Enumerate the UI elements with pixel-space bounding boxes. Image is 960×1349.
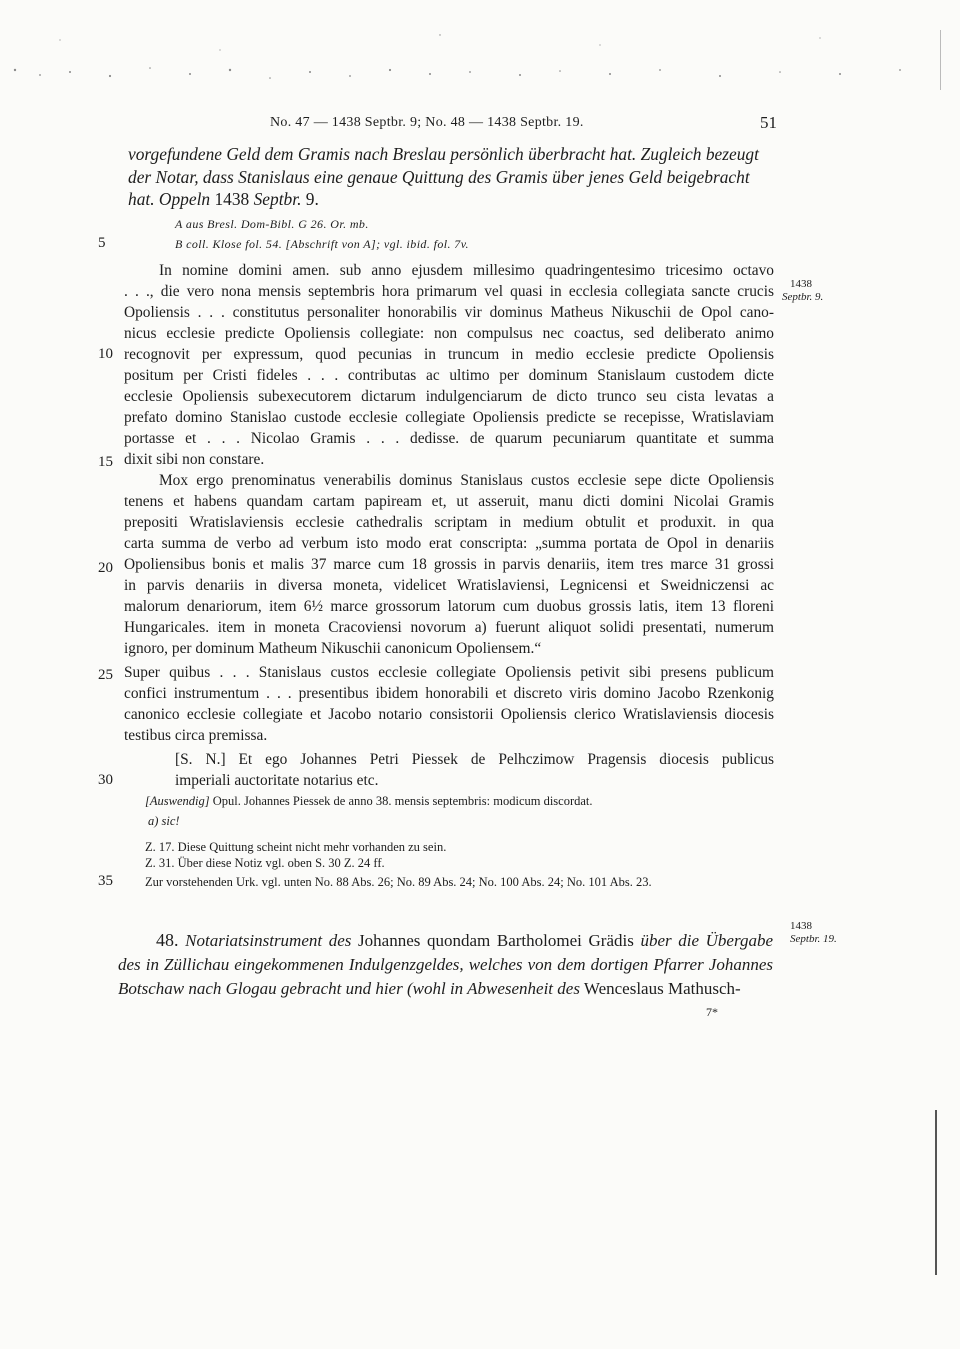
margin-date: 1438 Septbr. 9. <box>782 278 824 303</box>
line-number: 20 <box>98 560 113 576</box>
text-line: Opoliensis . . . constitutus personaliter honorabilis vir dominus Matheus Nikuschii de Opol cano- <box>124 304 774 321</box>
line-number: 15 <box>98 454 113 470</box>
note-auswendig: [Auswendig] Opul. Johannes Piessek de anno 38. mensis septembris: modicum discordat. <box>145 794 593 808</box>
margin-date: 1438 Septbr. 19. <box>790 920 837 945</box>
text-line: ignoro, per dominum Matheum Nikuschii canonicum Opoliensem.“ <box>124 640 542 657</box>
text-line: Hungaricales. item in moneta Cracoviensi novorum a) fuerunt aliquot solidi presentati, numerum <box>124 619 774 636</box>
text-line: dixit sibi non constare. <box>124 451 265 468</box>
regest-line: der Notar, dass Stanislaus eine genaue Quittung des Gramis über jenes Geld beigebracht <box>128 166 750 187</box>
regest-line: vorgefundene Geld dem Gramis nach Breslau persönlich überbracht hat. Zugleich bezeugt <box>128 144 759 164</box>
line-number: 5 <box>98 235 106 251</box>
text-line: in parvis denariis in diversa moneta, videlicet Wratislaviensi, Legnicensi et Sweidniczensi ac <box>124 577 774 594</box>
regest-line: hat. Oppeln 1438 Septbr. 9. <box>128 189 319 209</box>
regest <box>128 143 786 211</box>
text-line: positum per Cristi fideles . . . contributas ac ultimo per dominum Stanislaum custodem dicte <box>124 367 774 384</box>
scan-noise <box>0 0 960 110</box>
scan-edge-mark <box>940 30 941 90</box>
text-line: . . ., die vero nona mensis septembris hora primarum vel quasi in ecclesia collegiata sancte crucis <box>124 283 774 300</box>
text-line: prepositi Wratislaviensis ecclesie cathedralis scriptam in medium obtulit et produxit. in qua <box>124 514 774 531</box>
running-head: No. 47 — 1438 Septbr. 9; No. 48 — 1438 Septbr. 19. <box>270 115 584 130</box>
text-line: malorum denariorum, item 6½ marce grossorum latorum cum duobus grossis latis, item 13 floreni <box>124 598 774 615</box>
text-line: nicus ecclesie predicte Opoliensis collegiate: non compulsus nec coactus, sed deliberato animo <box>124 325 774 342</box>
text-line: Mox ergo prenominatus venerabilis dominus Stanislaus custos ecclesie sepe dicte Opoliensis <box>159 472 774 489</box>
text-line: confici instrumentum . . . presentibus ibidem honorabili et discreto viris domino Jacobo Rzenkonig <box>124 685 774 702</box>
line-number: 25 <box>98 667 113 683</box>
text-line: recognovit per expressum, quod pecunias in truncum in medio ecclesie predicte Opoliensis <box>124 346 774 363</box>
document-48-heading: 48. Notariatsinstrument des Johannes quondam Bartholomei Grädis über die Übergabe des in Züllichau eingekommenen Indulgenzgeldes, welches von dem dortigen Pfarrer Johannes Botschaw nach Glogau gebracht und hier (wohl in Abwesenheit des Wenceslaus Mathusch- <box>118 930 774 998</box>
text-line: testibus circa premissa. <box>124 727 268 744</box>
source-a: A aus Bresl. Dom-Bibl. G 26. Or. mb. <box>175 217 369 231</box>
signature-mark: 7* <box>706 1005 718 1019</box>
text-line: ecclesie Opoliensis subexecutorem dictarum indulgenciarum de dicto trunco seu cista levatas a <box>124 388 774 405</box>
text-line: canonico ecclesie collegiate et Jacobo notario consistorii Opoliensis clerico Wratislaviensis diocesis <box>124 706 774 723</box>
text-line: Opoliensibus bonis et malis 37 marce cum 18 grossis in parvis denariis, item tres marce 31 grossi <box>124 556 774 573</box>
note-a: a) sic! <box>148 814 180 828</box>
scan-edge-mark <box>935 1110 937 1275</box>
note-z17: Z. 17. Diese Quittung scheint nicht mehr vorhanden zu sein. <box>145 840 447 854</box>
note-cross-ref: Zur vorstehenden Urk. vgl. unten No. 88 Abs. 26; No. 89 Abs. 24; No. 100 Abs. 24; No. 101 Abs. 23. <box>145 875 652 889</box>
text-line: portasse et . . . Nicolao Gramis . . . dedisse. de quarum pecuniarum quantitate et summa <box>124 430 774 447</box>
text-line: imperiali auctoritate notarius etc. <box>175 772 379 789</box>
source-b: B coll. Klose fol. 54. [Abschrift von A]; vgl. ibid. fol. 7v. <box>175 237 469 251</box>
text-line: tenens et habens quandam cartam papiream et, ut asseruit, manu dicti domini Nicolai Gramis <box>124 493 774 510</box>
text-line: Super quibus . . . Stanislaus custos ecclesie collegiate Opoliensis petivit sibi presens publicum <box>124 664 774 681</box>
line-number: 10 <box>98 346 113 362</box>
note-z31: Z. 31. Über diese Notiz vgl. oben S. 30 Z. 24 ff. <box>145 856 385 870</box>
text-line: [S. N.] Et ego Johannes Petri Piessek de Pelhczimow Pragensis diocesis publicus <box>175 751 774 768</box>
line-number: 30 <box>98 772 113 788</box>
line-number: 35 <box>98 873 113 889</box>
text-line: In nomine domini amen. sub anno ejusdem millesimo quadringentesimo tricesimo octavo <box>159 262 774 279</box>
page-number: 51 <box>760 113 777 132</box>
text-line: carta summa de verbo ad verbum isto modo erat conscripta: „summa portata de Opol in denariis <box>124 535 774 552</box>
text-line: prefato domino Stanislao custode ecclesie collegiate Opoliensis predicte se recepisse, Wratislaviam <box>124 409 774 426</box>
